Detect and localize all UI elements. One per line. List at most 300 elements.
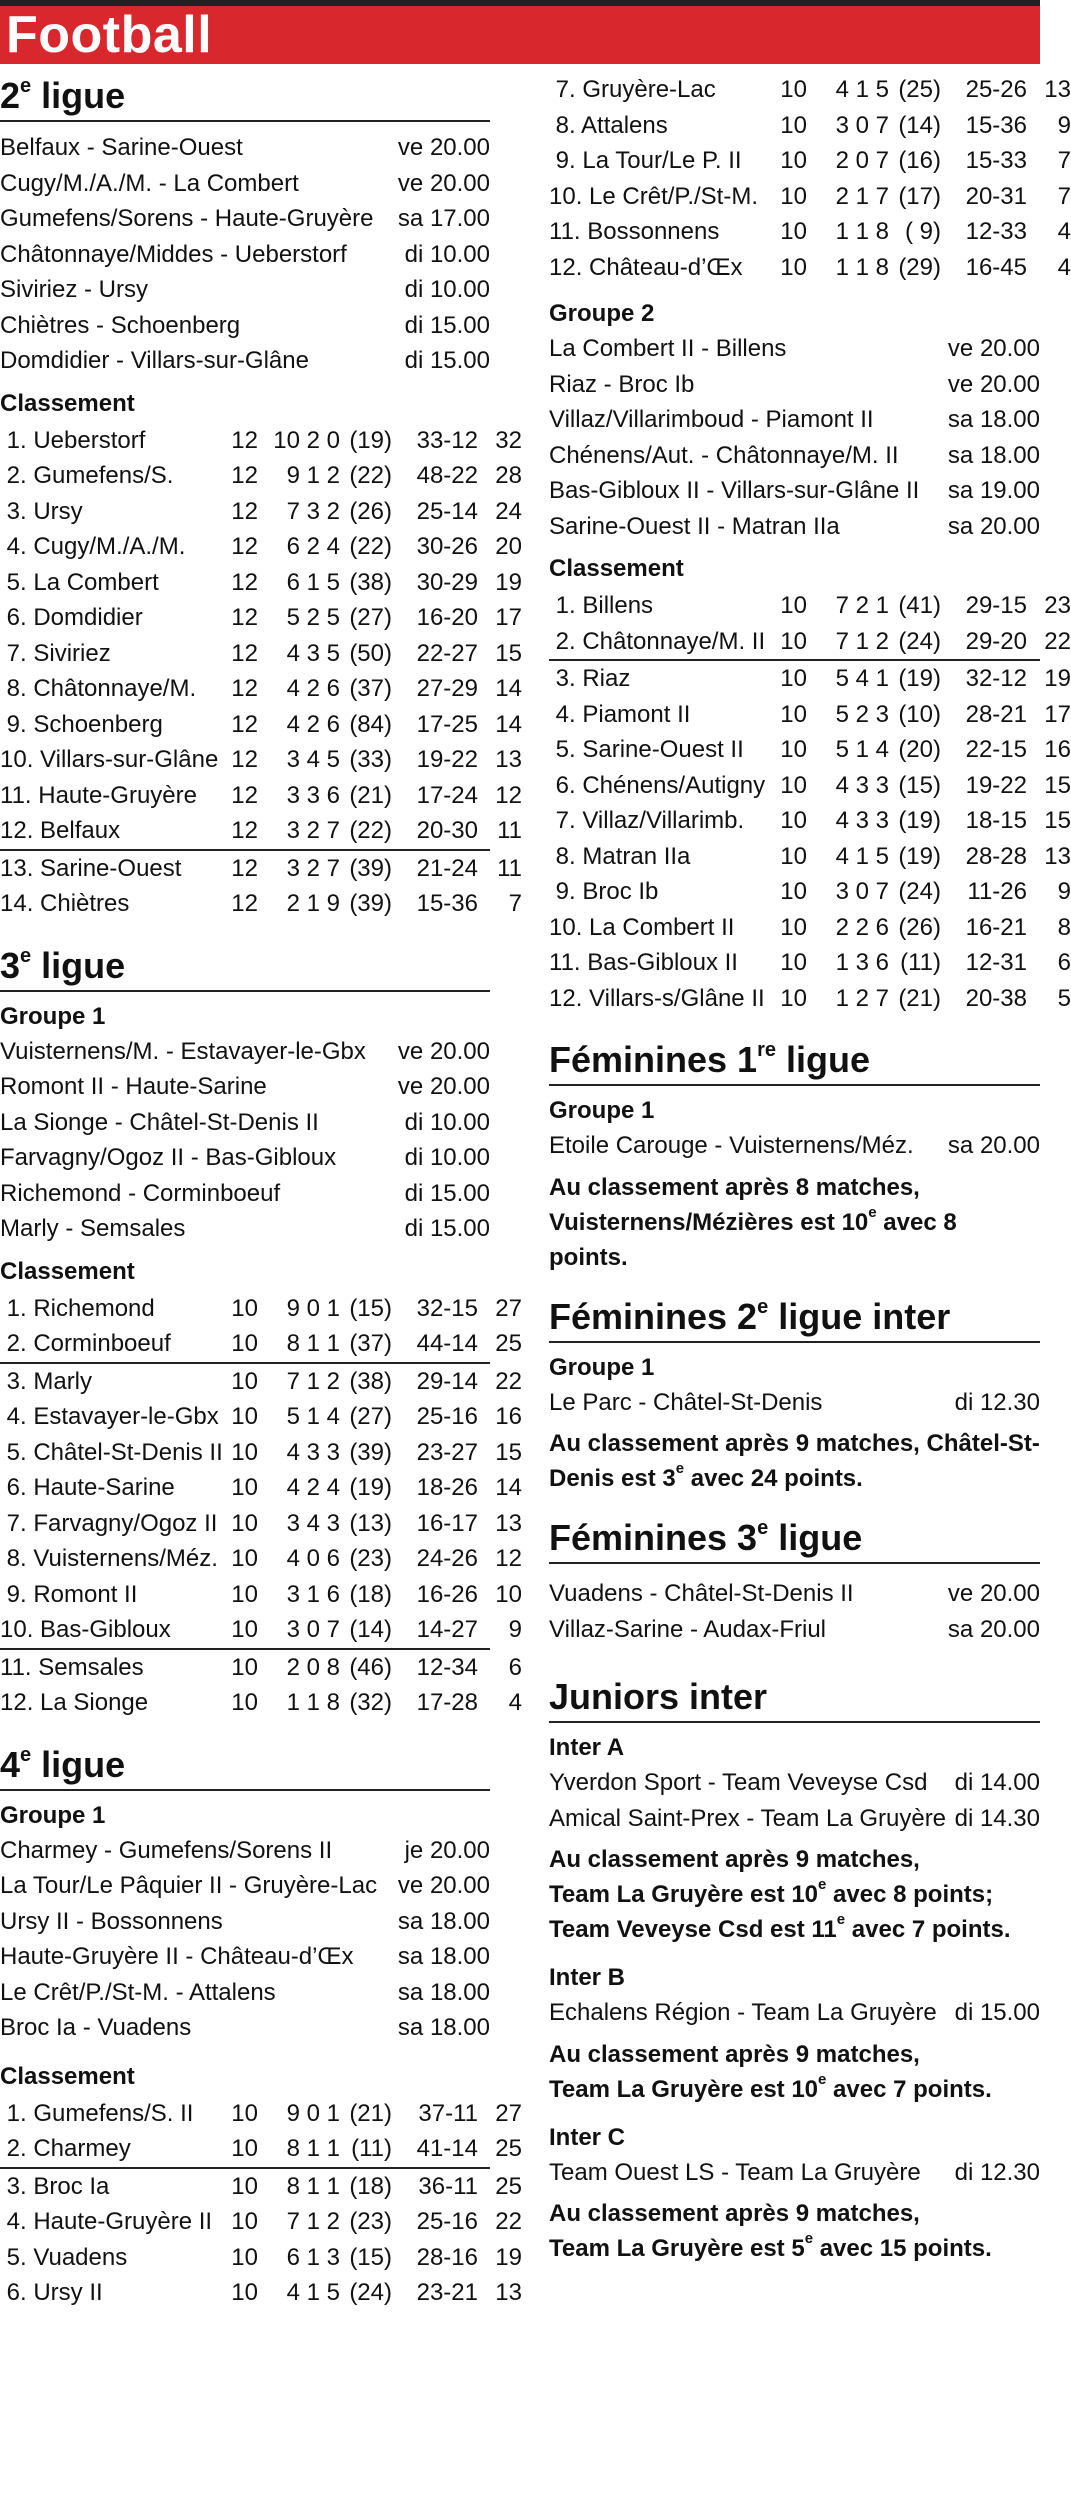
match-time: ve 20.00: [397, 1872, 490, 1899]
points: 6: [1057, 949, 1071, 976]
match-row: [0, 1833, 490, 1869]
win-draw-loss: 7 1 2: [835, 627, 889, 655]
goal-score: 22-27: [416, 639, 478, 667]
standings-row: [0, 2204, 522, 2240]
match-teams: Riaz - Broc Ib: [549, 370, 695, 398]
page-banner: Football: [0, 6, 1040, 64]
standings-row: [0, 1435, 522, 1471]
match-row: [549, 1995, 1040, 2031]
win-draw-loss: 3 2 7: [286, 817, 340, 844]
match-time: sa 18.00: [397, 1978, 490, 2006]
match-teams: Le Crêt/P./St-M. - Attalens: [0, 1978, 276, 2006]
win-draw-loss: 3 4 5: [286, 746, 340, 773]
win-draw-loss: 3 1 6: [286, 1580, 340, 1608]
penalty-points: (39): [349, 1438, 392, 1466]
points: 4: [1057, 218, 1071, 245]
penalty-points: (24): [898, 627, 941, 655]
match-teams: Yverdon Sport - Team Veveyse Csd: [549, 1769, 928, 1796]
match-teams: Marly - Semsales: [0, 1215, 186, 1242]
match-time: sa 18.00: [397, 1943, 490, 1970]
penalty-points: (21): [898, 984, 941, 1012]
team-name: 4. Haute-Gruyère II: [0, 2208, 213, 2235]
standings-row: [549, 143, 1071, 179]
points: 9: [508, 1616, 522, 1643]
win-draw-loss: 9 0 1: [286, 2099, 340, 2127]
games-played: 10: [780, 771, 807, 799]
goal-score: 29-20: [965, 627, 1027, 655]
goal-score: 22-15: [965, 736, 1027, 763]
games-played: 10: [231, 2279, 258, 2306]
games-played: 12: [231, 746, 258, 773]
match-row: [549, 1128, 1040, 1164]
win-draw-loss: 10 2 0: [273, 426, 340, 454]
match-time: di 12.30: [954, 2158, 1040, 2186]
points: 7: [1057, 182, 1071, 210]
win-draw-loss: 4 3 3: [835, 807, 889, 834]
penalty-points: (24): [349, 2279, 392, 2306]
match-teams: Vuisternens/M. - Estavayer-le-Gbx: [0, 1037, 366, 1065]
standings-row: [0, 1577, 522, 1613]
team-name: 12. Belfaux: [0, 817, 121, 844]
team-name: 5. La Combert: [0, 568, 159, 596]
games-played: 10: [780, 182, 807, 210]
standings-row: [0, 529, 522, 565]
match-teams: Chénens/Aut. - Châtonnaye/M. II: [549, 441, 899, 469]
standings-row: [0, 2240, 522, 2276]
standings-table-continued: [549, 72, 1071, 285]
standings-table: [549, 588, 1071, 1016]
match-time: je 20.00: [404, 1836, 490, 1864]
points: 14: [495, 675, 522, 702]
standing-note: Au classement après 9 matches, Team La Gruyère est 5e avec 15 points.: [549, 2200, 992, 2262]
points: 23: [1044, 592, 1071, 619]
standings-row: [0, 600, 522, 636]
match-time: sa 19.00: [947, 477, 1040, 504]
games-played: 10: [780, 627, 807, 655]
standings-row: [549, 803, 1071, 839]
goal-score: 36-11: [418, 2172, 478, 2200]
games-played: 10: [231, 1438, 258, 1466]
goal-score: 48-22: [416, 462, 478, 489]
penalty-points: (38): [349, 568, 392, 596]
team-name: 11. Bossonnens: [549, 218, 720, 245]
match-time: di 15.00: [954, 1999, 1040, 2026]
points: 25: [495, 2135, 522, 2162]
team-name: 7. Villaz/Villarimb.: [549, 807, 745, 834]
team-name: 2. Charmey: [0, 2135, 131, 2162]
standings-row: [549, 250, 1071, 286]
games-played: 10: [780, 665, 807, 692]
win-draw-loss: 4 3 5: [286, 639, 340, 667]
penalty-points: (13): [349, 1509, 392, 1537]
win-draw-loss: 3 0 7: [835, 111, 889, 139]
penalty-points: (23): [349, 2208, 392, 2235]
match-row: [0, 237, 490, 273]
classement-label: Classement: [549, 555, 684, 582]
win-draw-loss: 6 1 5: [286, 568, 340, 596]
standings-row: [549, 839, 1071, 875]
goal-score: 20-30: [416, 817, 478, 844]
match-row: [549, 331, 1040, 367]
penalty-points: (11): [900, 949, 941, 976]
penalty-points: (21): [349, 2099, 392, 2127]
match-teams: Team Ouest LS - Team La Gruyère: [549, 2158, 921, 2186]
goal-score: 11-26: [967, 878, 1027, 905]
match-time: di 15.00: [404, 311, 490, 339]
goal-score: 15-36: [416, 890, 478, 917]
goal-score: 19-22: [416, 746, 478, 773]
penalty-points: ( 9): [905, 218, 941, 245]
match-list: [549, 2155, 1040, 2191]
games-played: 10: [780, 878, 807, 905]
win-draw-loss: 2 0 7: [835, 147, 889, 174]
match-row: [549, 1801, 1040, 1837]
match-teams: La Tour/Le Pâquier II - Gruyère-Lac: [0, 1872, 378, 1899]
standings-row: [549, 214, 1071, 250]
goal-score: 16-45: [965, 253, 1027, 281]
standings-row: [0, 851, 522, 887]
section-feminines-1re: [549, 1040, 1040, 1275]
team-name: 9. Romont II: [0, 1580, 138, 1608]
penalty-points: (22): [349, 462, 392, 489]
games-played: 12: [231, 568, 258, 596]
points: 19: [495, 568, 522, 596]
win-draw-loss: 5 2 3: [835, 700, 889, 728]
games-played: 12: [231, 639, 258, 667]
standings-row: [0, 2275, 522, 2311]
match-teams: Gumefens/Sorens - Haute-Gruyère: [0, 205, 374, 232]
team-name: 9. Schoenberg: [0, 710, 163, 738]
goal-score: 28-16: [416, 2243, 478, 2271]
games-played: 12: [231, 604, 258, 631]
games-played: 10: [780, 592, 807, 619]
match-row: [549, 509, 1040, 545]
games-played: 10: [231, 1580, 258, 1608]
team-name: 8. Vuisternens/Méz.: [0, 1545, 218, 1572]
goal-score: 28-28: [965, 842, 1027, 870]
section-3e-ligue: [0, 944, 522, 1721]
match-row: [549, 1765, 1040, 1801]
points: 13: [495, 2279, 522, 2306]
games-played: 10: [780, 253, 807, 281]
win-draw-loss: 7 1 2: [286, 1367, 340, 1395]
standings-row: [549, 624, 1071, 662]
win-draw-loss: 5 4 1: [835, 665, 889, 692]
points: 27: [495, 1294, 522, 1322]
penalty-points: (33): [349, 746, 392, 773]
points: 5: [1057, 984, 1071, 1012]
penalty-points: (22): [349, 817, 392, 844]
league-title: Féminines 1re ligue: [549, 1040, 1040, 1086]
goal-score: 44-14: [416, 1330, 478, 1357]
points: 13: [495, 746, 522, 773]
team-name: 1. Gumefens/S. II: [0, 2099, 194, 2127]
games-played: 10: [780, 700, 807, 728]
match-row: [0, 272, 490, 308]
games-played: 12: [231, 462, 258, 489]
standings-table: [0, 2096, 522, 2311]
goal-score: 15-36: [965, 111, 1027, 139]
goal-score: 29-14: [416, 1367, 478, 1395]
groupe-label: Groupe 1: [549, 1353, 655, 1381]
section-juniors-inter: [549, 1677, 1040, 2266]
match-row: [0, 2010, 490, 2046]
match-row: [549, 1385, 1040, 1421]
team-name: 5. Vuadens: [0, 2243, 128, 2271]
match-teams: Charmey - Gumefens/Sorens II: [0, 1836, 333, 1864]
standings-table: [0, 1291, 522, 1721]
goal-score: 17-25: [416, 710, 478, 738]
goal-score: 23-21: [416, 2279, 478, 2306]
match-teams: Richemond - Corminboeuf: [0, 1179, 281, 1207]
team-name: 1. Richemond: [0, 1294, 155, 1322]
match-teams: Broc Ia - Vuadens: [0, 2014, 192, 2041]
goal-score: 17-28: [416, 1689, 478, 1716]
match-time: ve 20.00: [397, 1073, 490, 1100]
points: 15: [495, 1438, 522, 1466]
win-draw-loss: 3 3 6: [286, 781, 340, 809]
standings-row: [0, 1506, 522, 1542]
match-teams: Farvagny/Ogoz II - Bas-Gibloux: [0, 1144, 337, 1171]
team-name: 9. Broc Ib: [549, 878, 659, 905]
goal-score: 41-14: [416, 2135, 478, 2162]
penalty-points: (19): [349, 1474, 392, 1501]
games-played: 10: [780, 913, 807, 941]
win-draw-loss: 4 0 6: [286, 1545, 340, 1572]
match-row: [549, 473, 1040, 509]
points: 25: [495, 2172, 522, 2200]
standings-row: [549, 768, 1071, 804]
inter-a-label: Inter A: [549, 1734, 625, 1761]
points: 24: [495, 497, 522, 525]
match-teams: Bas-Gibloux II - Villars-sur-Glâne II: [549, 477, 920, 504]
goal-score: 20-31: [965, 182, 1027, 210]
penalty-points: (14): [349, 1616, 392, 1643]
match-row: [0, 1176, 490, 1212]
standings-row: [549, 910, 1071, 946]
win-draw-loss: 4 2 4: [286, 1474, 340, 1501]
team-name: 2. Châtonnaye/M. II: [549, 627, 766, 655]
standings-row: [0, 2096, 522, 2132]
games-played: 10: [780, 736, 807, 763]
penalty-points: (11): [351, 2135, 392, 2162]
team-name: 12. Villars-s/Glâne II: [549, 984, 765, 1012]
standings-row: [0, 2131, 522, 2169]
match-row: [0, 1034, 490, 1070]
team-name: 7. Gruyère-Lac: [549, 76, 716, 103]
match-time: di 12.30: [954, 1388, 1040, 1416]
team-name: 8. Matran IIa: [549, 842, 691, 870]
goal-score: 20-38: [965, 984, 1027, 1012]
standings-row: [549, 874, 1071, 910]
section-groupe-2: [549, 297, 1071, 1016]
games-played: 10: [780, 949, 807, 976]
win-draw-loss: 1 3 6: [835, 949, 889, 976]
standings-row: [0, 778, 522, 814]
goal-score: 25-16: [416, 2208, 478, 2235]
penalty-points: (21): [349, 781, 392, 809]
match-row: [0, 1211, 490, 1247]
win-draw-loss: 3 2 7: [286, 854, 340, 882]
match-time: sa 18.00: [397, 1907, 490, 1935]
match-teams: Villaz/Villarimboud - Piamont II: [549, 406, 874, 433]
team-name: 1. Ueberstorf: [0, 426, 146, 454]
games-played: 12: [231, 533, 258, 560]
match-time: ve 20.00: [947, 335, 1040, 362]
win-draw-loss: 3 0 7: [286, 1616, 340, 1643]
penalty-points: (22): [349, 533, 392, 560]
penalty-points: (26): [349, 497, 392, 525]
goal-score: 23-27: [416, 1438, 478, 1466]
match-time: di 10.00: [404, 276, 490, 303]
team-name: 8. Attalens: [549, 111, 668, 139]
goal-score: 18-26: [416, 1474, 478, 1501]
team-name: 6. Ursy II: [0, 2279, 103, 2306]
match-time: di 14.30: [954, 1804, 1040, 1832]
points: 16: [495, 1403, 522, 1430]
team-name: 11. Semsales: [0, 1653, 144, 1681]
team-name: 3. Broc Ia: [0, 2172, 110, 2200]
league-title: Féminines 2e ligue inter: [549, 1297, 1040, 1343]
points: 32: [495, 426, 522, 454]
standings-row: [0, 671, 522, 707]
team-name: 4. Estavayer-le-Gbx: [0, 1403, 219, 1430]
penalty-points: (20): [898, 736, 941, 763]
classement-label: Classement: [0, 389, 135, 417]
win-draw-loss: 9 0 1: [286, 1294, 340, 1322]
goal-score: 14-27: [416, 1616, 478, 1643]
match-teams: Cugy/M./A./M. - La Combert: [0, 169, 299, 197]
team-name: 8. Châtonnaye/M.: [0, 675, 197, 702]
points: 12: [495, 781, 522, 809]
standing-note: Au classement après 8 matches, Vuisternens/Mézières est 10e avec 8 points.: [549, 1173, 957, 1271]
standing-note: Au classement après 9 matches, Team La Gruyère est 10e avec 8 points; Team Veveyse Csd est 11e avec 7 points.: [549, 1846, 1011, 1943]
section-4e-ligue: [0, 1743, 522, 2311]
match-row: [0, 166, 490, 202]
match-row: [0, 1975, 490, 2011]
goal-score: 30-26: [416, 533, 478, 560]
penalty-points: (84): [349, 710, 392, 738]
team-name: 10. Le Crêt/P./St-M.: [549, 182, 758, 210]
standings-row: [0, 1364, 522, 1400]
standings-row: [549, 697, 1071, 733]
win-draw-loss: 5 1 4: [286, 1403, 340, 1430]
standings-row: [549, 732, 1071, 768]
points: 22: [1044, 627, 1071, 655]
match-teams: Vuadens - Châtel-St-Denis II: [549, 1580, 854, 1607]
games-played: 10: [231, 1616, 258, 1643]
win-draw-loss: 1 1 8: [286, 1689, 340, 1716]
points: 6: [508, 1653, 522, 1681]
win-draw-loss: 4 2 6: [286, 710, 340, 738]
match-teams: Domdidier - Villars-sur-Glâne: [0, 347, 309, 374]
team-name: 3. Marly: [0, 1367, 93, 1395]
inter-b-label: Inter B: [549, 1964, 626, 1991]
match-teams: Siviriez - Ursy: [0, 276, 148, 303]
match-teams: Belfaux - Sarine-Ouest: [0, 134, 243, 161]
match-row: [549, 438, 1040, 474]
match-row: [0, 343, 490, 379]
standing-note: Au classement après 9 matches, Châtel-St-Denis est 3e avec 24 points.: [549, 1430, 1040, 1492]
standings-row: [0, 458, 522, 494]
points: 17: [1044, 700, 1071, 728]
win-draw-loss: 8 1 1: [286, 2172, 340, 2200]
games-played: 12: [231, 426, 258, 454]
team-name: 13. Sarine-Ouest: [0, 854, 182, 882]
penalty-points: (16): [898, 147, 941, 174]
standings-row: [0, 565, 522, 601]
penalty-points: (10): [898, 700, 941, 728]
games-played: 10: [231, 2172, 258, 2200]
team-name: 6. Chénens/Autigny: [549, 771, 766, 799]
team-name: 5. Châtel-St-Denis II: [0, 1438, 223, 1466]
points: 28: [495, 462, 522, 489]
league-title: 2e ligue: [0, 76, 490, 122]
penalty-points: (15): [898, 771, 941, 799]
games-played: 10: [231, 1653, 258, 1681]
games-played: 10: [780, 842, 807, 870]
games-played: 10: [231, 1367, 258, 1395]
standings-row: [0, 1685, 522, 1721]
standings-row: [0, 1291, 522, 1327]
match-time: ve 20.00: [397, 169, 490, 197]
win-draw-loss: 4 1 5: [286, 2279, 340, 2306]
points: 16: [1044, 736, 1071, 763]
points: 14: [495, 710, 522, 738]
standings-row: [0, 1541, 522, 1577]
points: 12: [495, 1545, 522, 1572]
match-time: ve 20.00: [947, 370, 1040, 398]
goal-score: 25-16: [416, 1403, 478, 1430]
standings-table: [0, 423, 522, 922]
points: 22: [495, 1367, 522, 1395]
match-list: [549, 331, 1040, 544]
win-draw-loss: 2 1 9: [286, 890, 340, 917]
games-played: 10: [231, 1509, 258, 1537]
games-played: 12: [231, 710, 258, 738]
penalty-points: (17): [898, 182, 941, 210]
match-list: [549, 1765, 1040, 1836]
match-row: [549, 367, 1040, 403]
match-time: sa 18.00: [947, 441, 1040, 469]
team-name: 11. Bas-Gibloux II: [549, 949, 738, 976]
games-played: 10: [780, 984, 807, 1012]
match-list: [0, 1833, 490, 2046]
goal-score: 17-24: [416, 781, 478, 809]
match-row: [0, 1069, 490, 1105]
match-time: di 15.00: [404, 1179, 490, 1207]
games-played: 10: [231, 2099, 258, 2127]
match-teams: Le Parc - Châtel-St-Denis: [549, 1388, 823, 1416]
match-time: ve 20.00: [397, 134, 490, 161]
penalty-points: (41): [898, 592, 941, 619]
team-name: 6. Haute-Sarine: [0, 1474, 175, 1501]
goal-score: 12-34: [416, 1653, 478, 1681]
win-draw-loss: 7 1 2: [286, 2208, 340, 2235]
win-draw-loss: 6 1 3: [286, 2243, 340, 2271]
right-column: [549, 76, 1071, 2311]
match-time: sa 20.00: [947, 1615, 1040, 1643]
match-teams: Haute-Gruyère II - Château-d’Œx: [0, 1943, 354, 1970]
left-column: [0, 75, 522, 2311]
match-teams: Amical Saint-Prex - Team La Gruyère: [549, 1804, 947, 1832]
team-name: 9. La Tour/Le P. II: [549, 147, 742, 174]
penalty-points: (37): [349, 1330, 392, 1357]
games-played: 10: [231, 1474, 258, 1501]
goal-score: 25-14: [416, 497, 478, 525]
goal-score: 29-15: [965, 592, 1027, 619]
win-draw-loss: 6 2 4: [286, 533, 340, 560]
